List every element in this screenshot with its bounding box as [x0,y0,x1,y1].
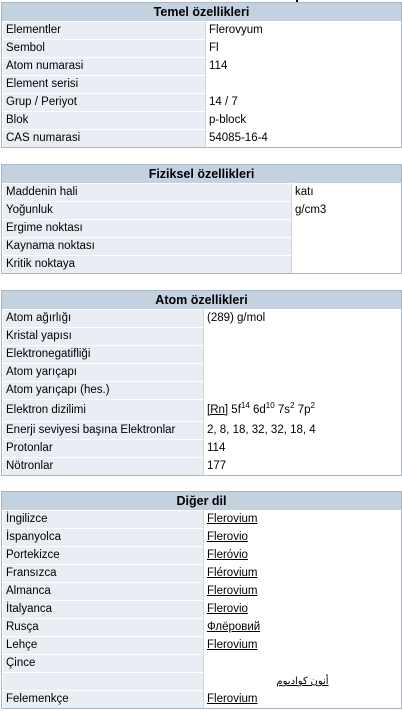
table-row [2,183,401,201]
other-languages-panel [1,491,402,709]
translation-link[interactable]: Flerovium [207,639,258,651]
table-row [2,363,401,381]
row-value [203,381,401,399]
table-row [2,457,401,475]
atomic-properties-panel [1,290,402,476]
table-row [2,690,401,708]
table-row [2,75,401,93]
language-label [2,672,203,690]
table-row [2,546,401,564]
row-value: 2, 8, 18, 32, 32, 18, 4 [203,421,401,439]
row-label: Nötronlar [2,457,203,475]
table-row [2,636,401,654]
row-label: Kritik noktaya [2,255,291,273]
table-row [2,564,401,582]
row-label: Elektronegatifliği [2,345,203,363]
table-row [2,201,401,219]
translation-link[interactable]: Флёровий [207,621,261,633]
language-label: İngilizce [2,510,203,528]
table-row [2,672,401,690]
row-value [291,255,401,273]
translation-link[interactable]: Flerovium [207,585,258,597]
row-value: Flerovyum [205,21,401,39]
translation-cell [203,618,401,636]
table-row [2,439,401,457]
table-row [2,111,401,129]
table-row [2,327,401,345]
table-row [2,582,401,600]
translation-cell [203,654,401,672]
row-label: Yoğunluk [2,201,291,219]
table-row [2,57,401,75]
row-label: Maddenin hali [2,183,291,201]
atomic-properties-table [2,309,401,475]
row-label: Grup / Periyot [2,93,205,111]
row-value [291,219,401,237]
other-languages-title: Diğer dil [2,492,401,510]
row-label: Blok [2,111,205,129]
radon-core-link[interactable]: [Rn] [207,404,229,416]
translation-cell [203,672,401,690]
translation-link[interactable]: Flerovio [207,531,248,543]
translation-link[interactable]: Flerovium [207,693,258,705]
translation-link[interactable]: Flerόvio [207,549,248,561]
table-row [2,237,401,255]
row-value: 14 / 7 [205,93,401,111]
table-row [2,399,401,421]
language-label: Almanca [2,582,203,600]
translation-link[interactable]: Flerovium [207,513,258,525]
translation-cell [203,582,401,600]
row-label: Atom yarıçapı [2,363,203,381]
row-value [291,237,401,255]
orbital-5f-count: 14 [240,401,250,411]
row-value [203,345,401,363]
language-label: Lehçe [2,636,203,654]
language-label: Fransızca [2,564,203,582]
orbital-7p: 7p [297,404,311,416]
row-value: Fl [205,39,401,57]
row-label: Ergime noktası [2,219,291,237]
translation-cell [203,528,401,546]
table-row [2,600,401,618]
row-value: 54085-16-4 [205,129,401,147]
physical-properties-panel [1,164,402,274]
row-value: katı [291,183,401,201]
row-label: Atom numarasi [2,57,205,75]
orbital-6d-count: 10 [265,401,275,411]
atomic-properties-title: Atom özellikleri [2,291,401,309]
translation-cell [203,564,401,582]
translation-cell [203,690,401,708]
row-label: Enerji seviyesi başına Elektronlar [2,421,203,439]
table-row [2,381,401,399]
table-row [2,219,401,237]
row-value: g/cm3 [291,201,401,219]
row-value [203,363,401,381]
basic-properties-panel [1,2,402,148]
translation-cell [203,636,401,654]
orbital-7p-count: 2 [310,401,315,411]
table-row [2,39,401,57]
orbital-6d: 6d [253,404,266,416]
row-label: Elementler [2,21,205,39]
translation-link[interactable]: Flerovio [207,603,248,615]
orbital-7s: 7s [277,404,291,416]
row-value [203,327,401,345]
row-label: Kaynama noktası [2,237,291,255]
physical-properties-title: Fiziksel özellikleri [2,165,401,183]
table-row [2,21,401,39]
table-row [2,129,401,147]
translation-cell [203,546,401,564]
language-label: İtalyanca [2,600,203,618]
row-label: Element serisi [2,75,205,93]
row-value: 114 [203,439,401,457]
translation-link[interactable]: Flérovium [207,567,258,579]
table-row [2,654,401,672]
row-value: (289) g/mol [203,309,401,327]
row-label: Sembol [2,39,205,57]
table-row [2,618,401,636]
row-label: Elektron dizilimi [2,399,203,421]
table-row [2,421,401,439]
translation-cell [203,600,401,618]
row-label: Protonlar [2,439,203,457]
language-label: İspanyolca [2,528,203,546]
table-row [2,93,401,111]
row-value: 177 [203,457,401,475]
row-value [205,75,401,93]
language-label: Felemenkçe [2,690,203,708]
row-label: CAS numarasi [2,129,205,147]
row-label: Atom ağırlığı [2,309,203,327]
basic-properties-table [2,21,401,147]
language-label: Portekizce [2,546,203,564]
orbital-7s-count: 2 [290,401,295,411]
table-row [2,510,401,528]
orbital-5f: 5f [231,404,241,416]
electron-config-value [203,399,401,421]
table-row [2,255,401,273]
language-label: Çince [2,654,203,672]
translation-link[interactable]: أنون كوادبوم [276,676,329,687]
row-value: 114 [205,57,401,75]
row-label: Kristal yapısı [2,327,203,345]
row-label: Atom yarıçapı (hes.) [2,381,203,399]
row-value: p-block [205,111,401,129]
translation-cell [203,510,401,528]
language-label: Rusça [2,618,203,636]
other-languages-table [2,510,401,708]
basic-properties-title: Temel özellikleri [2,3,401,21]
table-row [2,309,401,327]
table-row [2,528,401,546]
table-row [2,345,401,363]
physical-properties-table [2,183,401,273]
